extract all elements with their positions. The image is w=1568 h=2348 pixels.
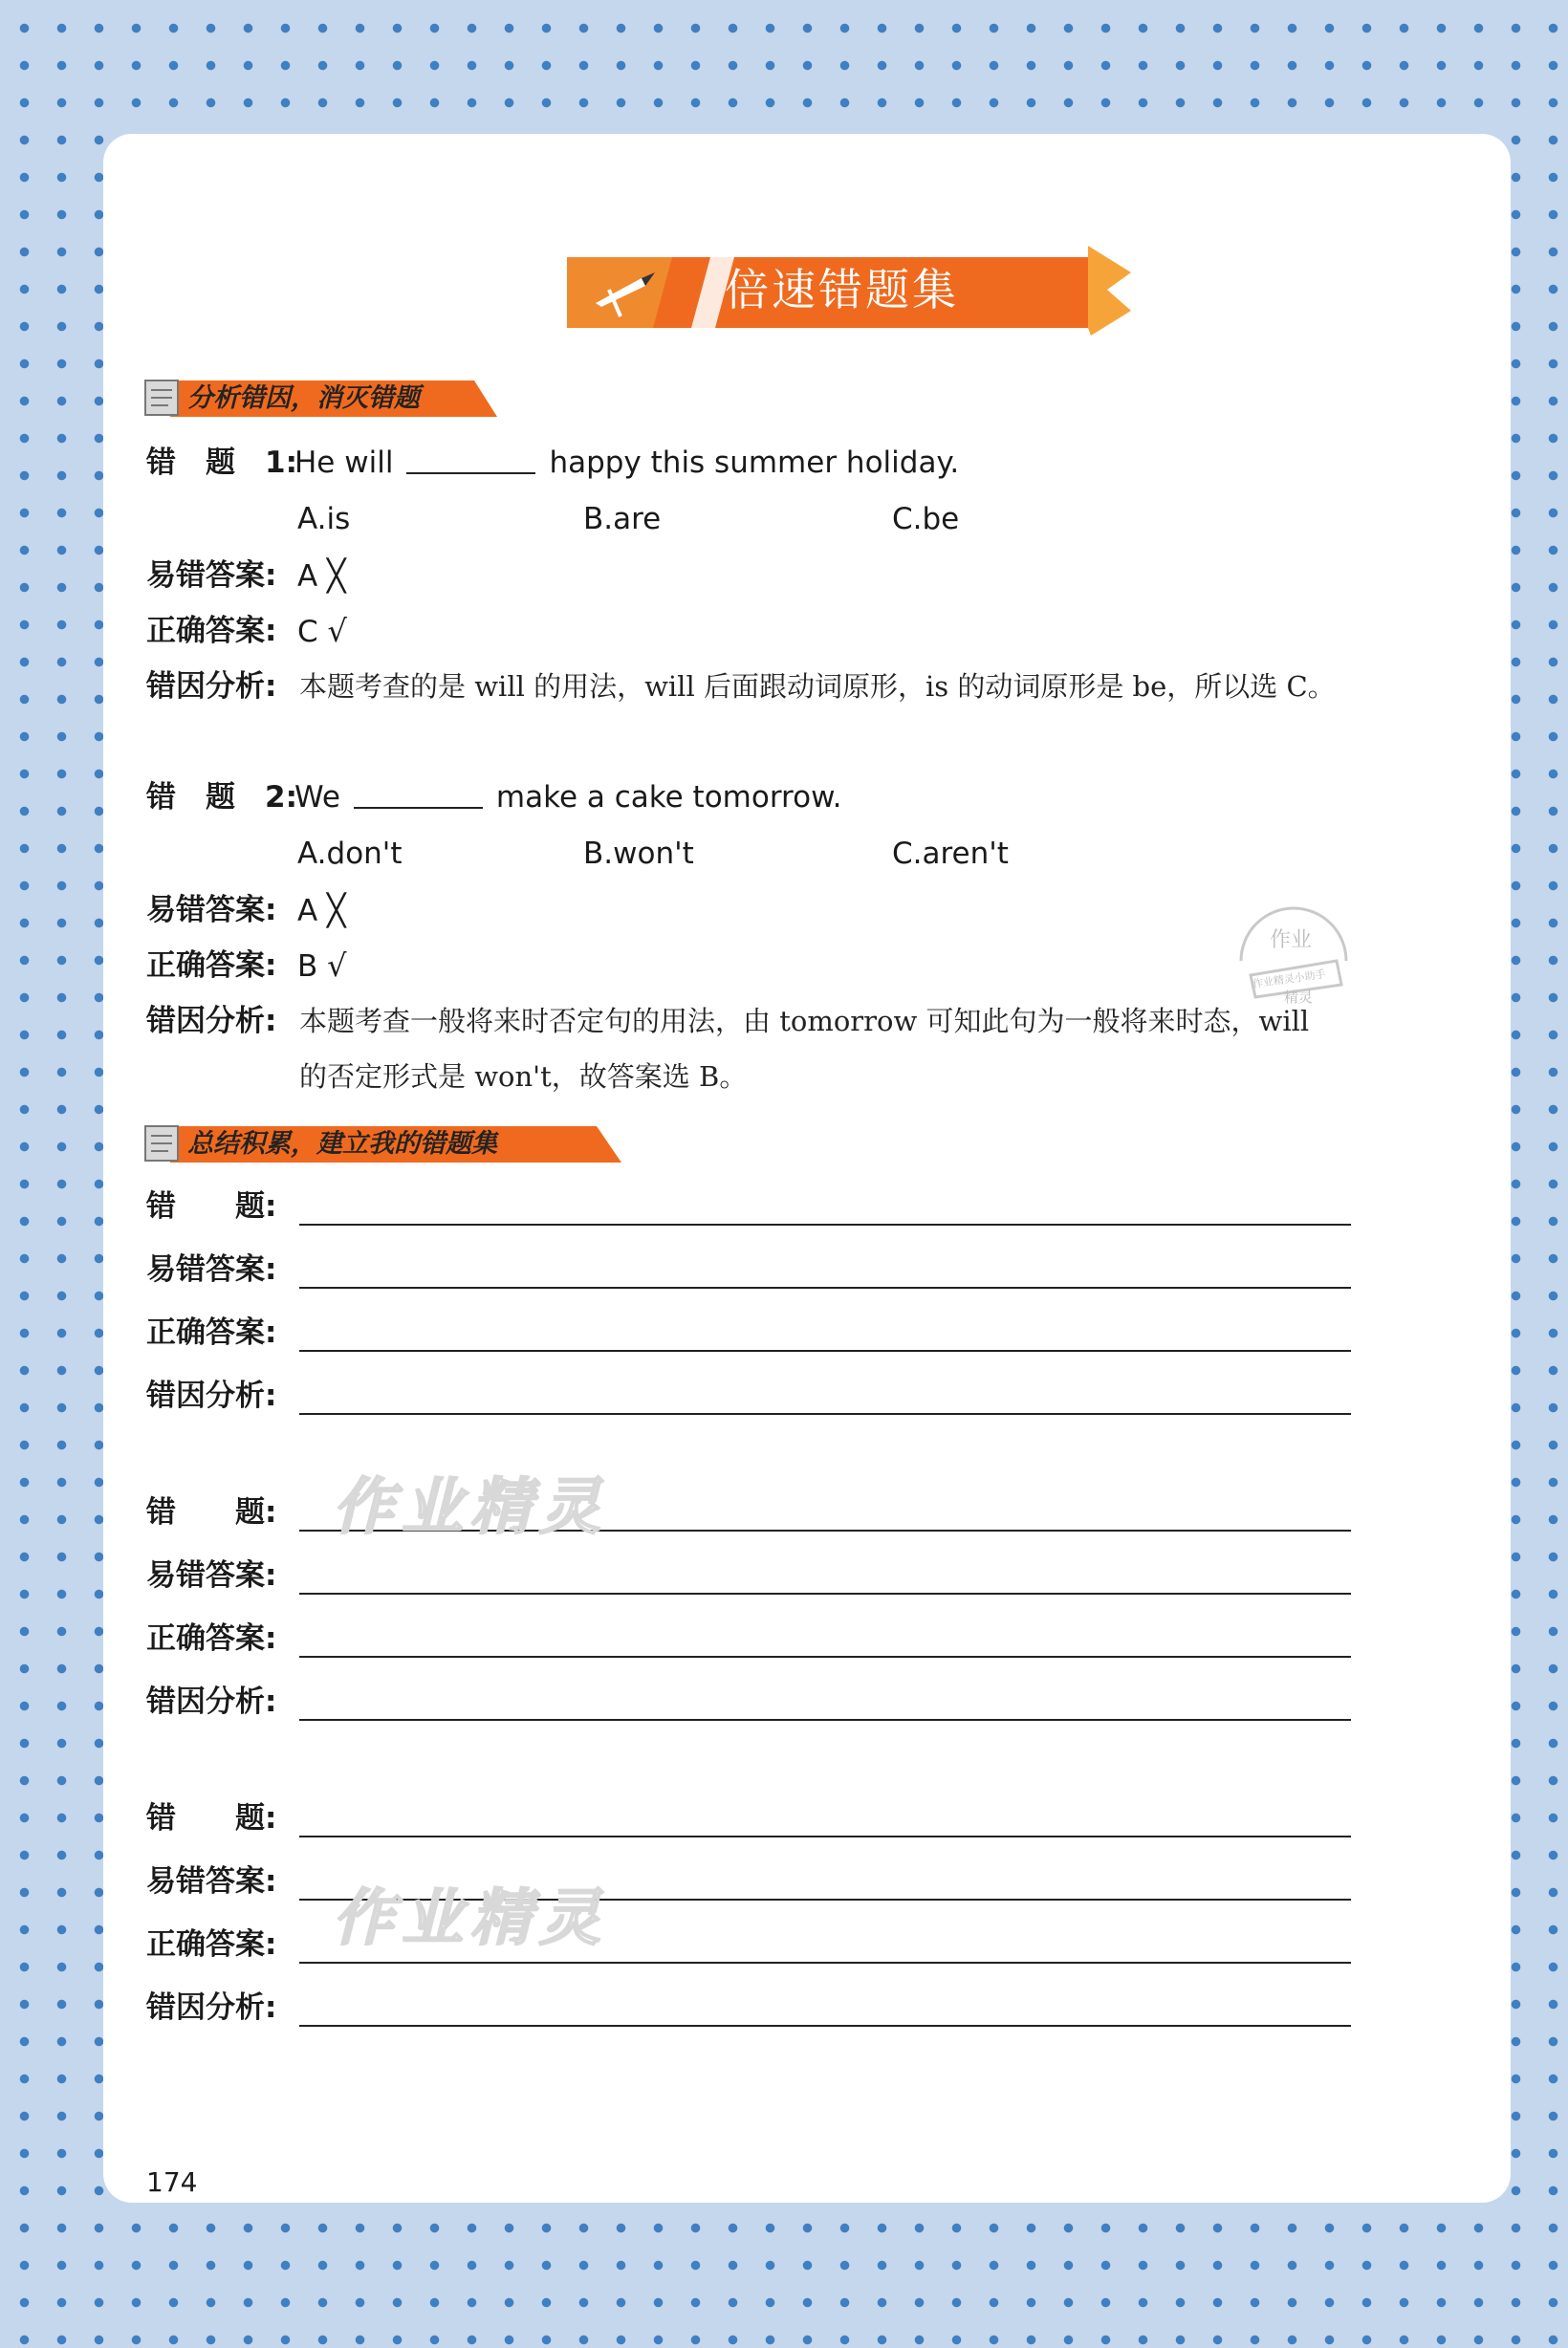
form-label-question: 错 题: (146, 1189, 277, 1224)
option-a: A.don't (297, 837, 403, 871)
watermark: 作业精灵 (333, 1882, 608, 1954)
write-line[interactable] (299, 1836, 1351, 1837)
wrong-answer-label: 易错答案: (146, 893, 277, 927)
option-c: C.aren't (892, 837, 1009, 871)
form-label-question: 错 题: (146, 1495, 277, 1530)
wrong-answer-value: A (297, 559, 318, 594)
section-title: 分析错因，消灭错题 (187, 383, 420, 413)
svg-text:精灵: 精灵 (1284, 989, 1314, 1006)
answer-blank (406, 444, 535, 474)
page-sheet (103, 134, 1511, 2203)
option-b: B.are (583, 502, 662, 536)
question-label: 错 题 2: (146, 780, 297, 815)
question-text-after: make a cake tomorrow. (495, 780, 842, 815)
question-text (294, 776, 841, 818)
write-line[interactable] (299, 1350, 1351, 1352)
wrong-answer (297, 889, 345, 932)
page-number: 174 (146, 2166, 198, 2198)
write-line[interactable] (299, 2025, 1351, 2027)
right-answer-value: C (297, 615, 318, 649)
form-label-right-answer: 正确答案: (146, 1315, 277, 1350)
write-line[interactable] (299, 1287, 1351, 1289)
cross-mark-icon: ╳ (327, 557, 346, 594)
form-label-analysis: 错因分析: (146, 1379, 277, 1413)
analysis-label: 错因分析: (146, 669, 277, 704)
notebook-icon (145, 380, 178, 415)
form-label-wrong-answer: 易错答案: (146, 1558, 277, 1593)
question-text-after: happy this summer holiday. (549, 446, 960, 480)
logo-stamp (1231, 903, 1356, 1009)
question-text-before: He will (294, 446, 394, 480)
write-line[interactable] (299, 1719, 1351, 1721)
page-title: 倍速错题集 (725, 264, 959, 315)
section-header-analysis (142, 375, 505, 423)
right-answer (297, 610, 347, 653)
svg-text:作业精灵小助手: 作业精灵小助手 (1252, 967, 1327, 990)
form-label-right-answer: 正确答案: (146, 1927, 277, 1962)
notebook-icon (145, 1126, 178, 1161)
right-answer (297, 945, 347, 988)
answer-blank (354, 778, 483, 809)
check-mark-icon: √ (327, 947, 347, 984)
right-answer-label: 正确答案: (146, 948, 277, 983)
analysis-text: 本题考查的是 will 的用法，will 后面跟动词原形，is 的动词原形是 be，所以选 C。 (299, 670, 1336, 703)
write-line[interactable] (299, 1593, 1351, 1595)
option-b: B.won't (583, 837, 694, 871)
right-answer-value: B (297, 949, 318, 984)
right-answer-label: 正确答案: (146, 614, 277, 648)
form-label-wrong-answer: 易错答案: (146, 1252, 277, 1287)
question-text-before: We (294, 780, 340, 815)
wrong-answer-label: 易错答案: (146, 558, 277, 593)
section-header-summary (142, 1120, 629, 1168)
title-banner (567, 244, 1131, 339)
form-label-wrong-answer: 易错答案: (146, 1864, 277, 1899)
analysis-text: 本题考查一般将来时否定句的用法，由 tomorrow 可知此句为一般将来时态，will (299, 1005, 1310, 1037)
form-label-question: 错 题: (146, 1801, 277, 1836)
write-line[interactable] (299, 1962, 1351, 1964)
question-label: 错 题 1: (146, 446, 297, 480)
question-text (294, 442, 959, 484)
write-line[interactable] (299, 1413, 1351, 1415)
option-c: C.be (892, 502, 960, 536)
cross-mark-icon: ╳ (327, 892, 346, 928)
analysis-text: 的否定形式是 won't，故答案选 B。 (299, 1060, 748, 1093)
wrong-answer (297, 554, 345, 598)
svg-text:作业: 作业 (1270, 928, 1313, 952)
wrong-answer-value: A (297, 894, 318, 928)
analysis-label: 错因分析: (146, 1004, 277, 1038)
form-label-analysis: 错因分析: (146, 1990, 277, 2025)
check-mark-icon: √ (327, 613, 347, 649)
form-label-analysis: 错因分析: (146, 1685, 277, 1719)
write-line[interactable] (299, 1656, 1351, 1658)
write-line[interactable] (299, 1224, 1351, 1226)
watermark: 作业精灵 (333, 1471, 608, 1543)
section-title: 总结积累，建立我的错题集 (187, 1129, 497, 1159)
form-label-right-answer: 正确答案: (146, 1621, 277, 1656)
option-a: A.is (297, 502, 351, 536)
